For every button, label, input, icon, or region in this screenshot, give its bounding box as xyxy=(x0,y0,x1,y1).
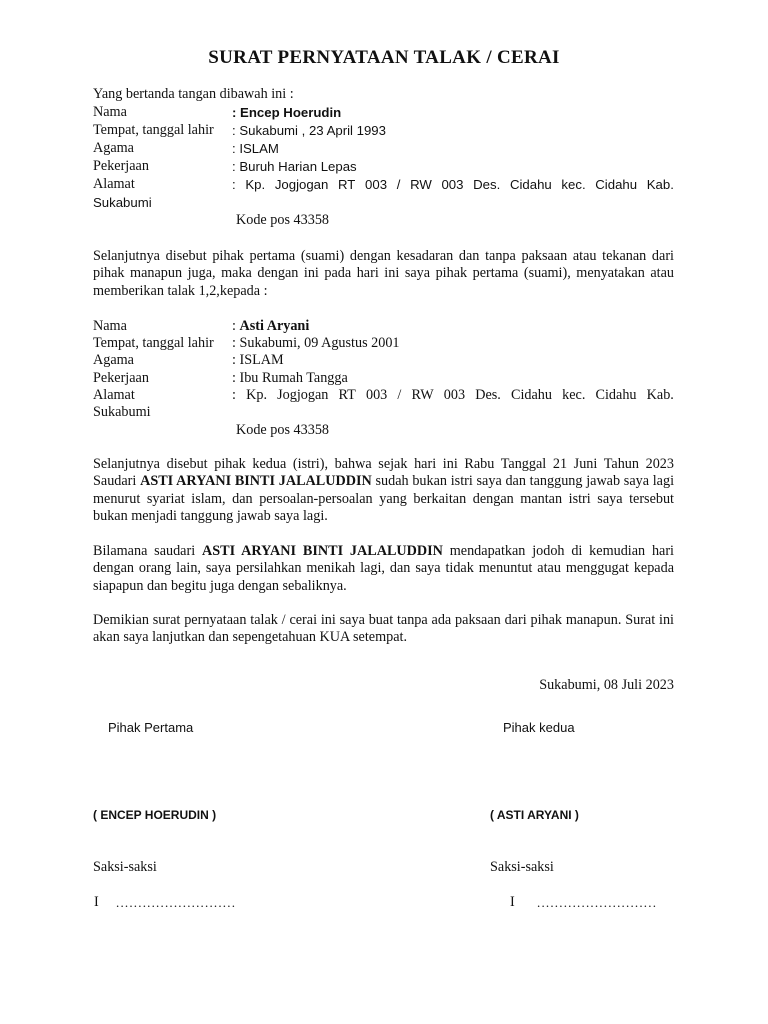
paragraph-3 xyxy=(93,543,674,595)
paragraph-2 xyxy=(93,456,674,525)
addr-word: 003 xyxy=(443,387,466,403)
first-ttl-label: Tempat, tanggal lahir xyxy=(93,122,214,138)
intro-text: Yang bertanda tangan dibawah ini : xyxy=(93,86,294,102)
addr-word: Cidahu xyxy=(510,387,552,403)
place-date: Sukabumi, 08 Juli 2023 xyxy=(539,677,674,693)
addr-word: Jogjogan xyxy=(277,387,329,403)
second-nama-value-wrapper xyxy=(232,318,309,335)
first-pekerjaan-label: Pekerjaan xyxy=(93,158,149,174)
addr-word: Jogjogan xyxy=(274,177,329,192)
witness-numeral-left: I xyxy=(94,894,99,910)
addr-word: 003 xyxy=(441,177,464,192)
second-nama-value: Asti Aryani xyxy=(239,318,310,334)
addr-word: RT xyxy=(338,387,356,403)
first-agama-value: : ISLAM xyxy=(232,141,279,156)
addr-word: / xyxy=(397,387,402,403)
paragraph-3-bold: ASTI ARYANI BINTI JALALUDDIN xyxy=(201,543,443,559)
second-ttl-value: : Sukabumi, 09 Agustus 2001 xyxy=(232,335,400,351)
paragraph-2-part1: Selanjutnya disebut pihak kedua (istri), bahwa sejak hari ini Rabu Tanggal 21 Juni Tahun 2023 Saudari xyxy=(93,456,674,490)
first-pekerjaan-value: : Buruh Harian Lepas xyxy=(232,159,357,174)
addr-word: Des. xyxy=(475,387,501,403)
first-alamat-continued: Sukabumi xyxy=(93,195,152,210)
paragraph-3-part1: Bilamana saudari xyxy=(93,543,202,559)
addr-word: Cidahu xyxy=(509,177,552,192)
second-pekerjaan-value: : Ibu Rumah Tangga xyxy=(232,370,348,386)
second-party-signature-name: ( ASTI ARYANI ) xyxy=(490,808,579,822)
second-kode-pos: Kode pos 43358 xyxy=(236,422,330,438)
paragraph-2-bold: ASTI ARYANI BINTI JALALUDDIN xyxy=(140,473,372,490)
first-nama-label: Nama xyxy=(93,104,127,120)
addr-word: Kp. xyxy=(246,387,267,403)
first-party-signature-name: ( ENCEP HOERUDIN ) xyxy=(93,808,217,822)
witness-label-right: Saksi-saksi xyxy=(490,859,554,875)
addr-word: RW xyxy=(410,177,432,192)
addr-word: Kab. xyxy=(646,177,674,192)
first-alamat-value xyxy=(232,177,674,192)
witness-numeral-right: I xyxy=(510,894,515,910)
addr-word: : xyxy=(232,387,236,403)
paragraph-4: Demikian surat pernyataan talak / cerai ini saya buat tanpa ada paksaan dari pihak manapun. Surat ini akan saya lanjutkan dan sepengetahuan KUA setempat. xyxy=(93,612,674,646)
second-pekerjaan-label: Pekerjaan xyxy=(93,370,149,386)
second-alamat-label: Alamat xyxy=(93,387,135,403)
second-party-role: Pihak kedua xyxy=(503,720,575,735)
second-ttl-label: Tempat, tanggal lahir xyxy=(93,335,214,351)
second-alamat-continued: Sukabumi xyxy=(93,404,151,420)
addr-word: Cidahu xyxy=(595,177,638,192)
first-party-role: Pihak Pertama xyxy=(108,720,194,735)
witness-label-left: Saksi-saksi xyxy=(93,859,157,875)
addr-word: 003 xyxy=(365,387,388,403)
second-agama-label: Agama xyxy=(93,352,134,368)
first-ttl-value: : Sukabumi , 23 April 1993 xyxy=(232,123,386,138)
document-title: SURAT PERNYATAAN TALAK / CERAI xyxy=(208,47,560,68)
first-alamat-label: Alamat xyxy=(93,176,135,192)
addr-word: RW xyxy=(411,387,434,403)
addr-word: kec. xyxy=(561,177,586,192)
addr-word: Kab. xyxy=(646,387,674,403)
first-kode-pos: Kode pos 43358 xyxy=(236,212,330,228)
addr-word: : xyxy=(232,177,236,192)
first-nama-value: : Encep Hoerudin xyxy=(232,105,342,120)
addr-word: Des. xyxy=(473,177,501,192)
second-nama-colon: : xyxy=(232,318,240,334)
witness-signature-line-right: ........................... xyxy=(537,895,658,910)
first-agama-label: Agama xyxy=(93,140,134,156)
addr-word: 003 xyxy=(365,177,388,192)
second-alamat-value xyxy=(232,387,674,404)
addr-word: / xyxy=(396,177,401,192)
addr-word: Cidahu xyxy=(595,387,637,403)
paragraph-1: Selanjutnya disebut pihak pertama (suami) dengan kesadaran dan tanpa paksaan atau tekanan dari pihak manapun juga, maka dengan ini pada hari ini saya pihak pertama (suami), menyatakan atau memberikan talak 1,2,kepada : xyxy=(93,248,674,299)
second-nama-label: Nama xyxy=(93,318,127,334)
addr-word: kec. xyxy=(562,387,586,403)
addr-word: Kp. xyxy=(245,177,266,192)
second-agama-value: : ISLAM xyxy=(232,352,284,368)
addr-word: RT xyxy=(338,177,356,192)
paragraph-2-part2: sudah bukan istri saya dan tanggung jawab saya lagi menurut syariat islam, dan persoalan-persoalan yang berkaitan dengan mantan istri saya tersebut bukan menjadi tanggung jawab saya lagi. xyxy=(93,473,675,524)
witness-signature-line-left: ........................... xyxy=(116,895,237,910)
paragraph-3-part2: mendapatkan jodoh di kemudian hari dengan orang lain, saya persilahkan menikah lagi, dan saya tidak menuntut atau menggugat kepada siapapun dan begitu juga dengan sebaliknya. xyxy=(93,543,674,594)
